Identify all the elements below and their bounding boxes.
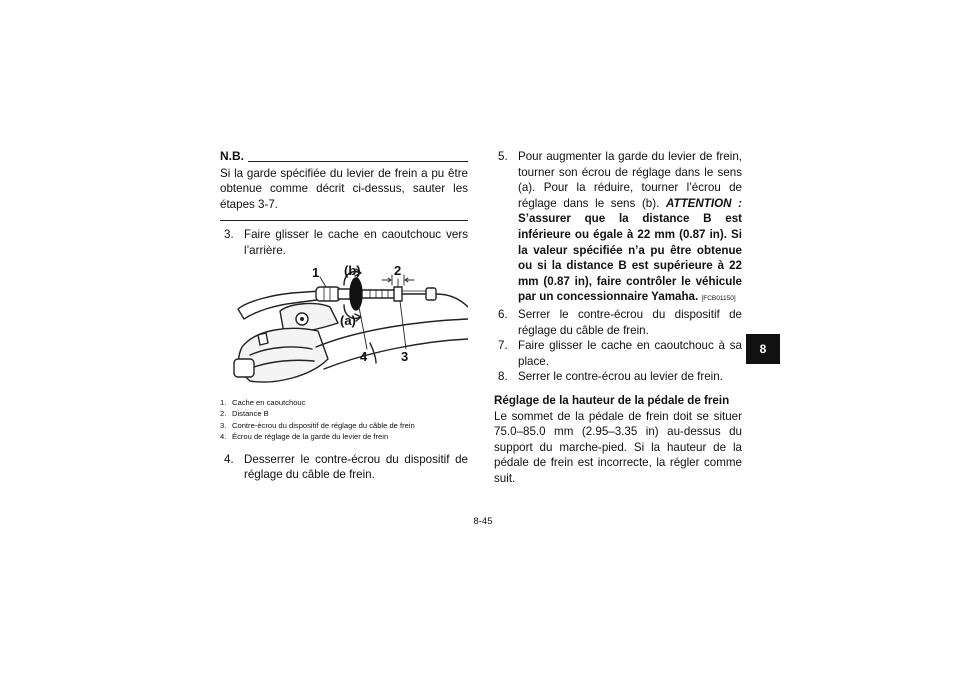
figure-captions <box>220 397 468 443</box>
chapter-tab: 8 <box>746 334 780 364</box>
step-7 <box>494 338 742 369</box>
page-number: 8-45 <box>473 516 493 527</box>
note-heading <box>220 149 468 165</box>
callout-3: 3 <box>401 348 409 364</box>
attention-text: S’assurer que la distance B est inférieure ou égale à 22 mm (0.87 in). Si la valeur spécifiée n’a pu être obtenue ou si la distance B est supérieure à 22 mm (0.87 in), faire contrôler le véhicule par un concessionnaire Yamaha. <box>518 212 742 304</box>
attention-label: ATTENTION : <box>666 196 742 210</box>
step-5 <box>494 149 742 307</box>
caption-item <box>220 431 468 443</box>
callout-a: (a) <box>340 312 356 328</box>
caption-text: Distance B <box>232 409 269 419</box>
caption-number: 3. <box>220 420 227 430</box>
callout-b: (b) <box>344 262 361 278</box>
callout-4: 4 <box>360 348 368 364</box>
step-6 <box>494 307 742 338</box>
step-number: 5. <box>498 150 508 163</box>
caption-item <box>220 408 468 420</box>
section-paragraph: Le sommet de la pédale de frein doit se situer 75.0–85.0 mm (2.95–3.35 in) au-dessus du support du marche-pied. Si la hauteur de la pédale de frein est incorrecte, la régler comme suit. <box>494 409 742 485</box>
step-5-text: Pour augmenter la garde du levier de frein, tourner son écrou de réglage dans le sens (a). Pour la réduire, tourner l’écrou de réglage dans le sens (b). <box>518 150 742 210</box>
caption-number: 2. <box>220 409 227 419</box>
step-text: Serrer le contre-écrou du dispositif de réglage du câble de frein. <box>518 307 742 337</box>
section-title: Réglage de la hauteur de la pédale de frein <box>494 393 730 407</box>
caption-item <box>220 397 468 409</box>
brake-lever-figure <box>220 263 468 395</box>
step-number: 3. <box>224 228 234 242</box>
brake-lever-illustration <box>220 263 468 395</box>
left-column <box>220 149 468 483</box>
step-number: 8. <box>498 370 508 384</box>
step-number: 7. <box>498 339 508 353</box>
caption-text: Contre-écrou du dispositif de réglage du câble de frein <box>232 420 415 430</box>
callout-1: 1 <box>312 264 320 280</box>
step-text: Faire glisser le cache en caoutchouc à sa place. <box>518 339 742 368</box>
caption-text: Écrou de réglage de la garde du levier de frein <box>232 432 389 442</box>
step-number: 6. <box>498 307 508 321</box>
step-3 <box>220 227 468 258</box>
caption-item <box>220 420 468 432</box>
note-heading-rule <box>248 161 468 162</box>
attention-code: [FCB01150] <box>701 295 736 303</box>
note-heading-label: N.B. <box>220 149 244 163</box>
step-4 <box>220 452 468 483</box>
step-text: Desserrer le contre-écrou du dispositif de réglage du câble de frein. <box>244 452 468 482</box>
note-end-rule <box>220 220 468 221</box>
note-text: Si la garde spécifiée du levier de frein a pu être obtenue comme décrit ci-dessus, sauter les étapes 3-7. <box>220 166 468 211</box>
caption-number: 4. <box>220 432 227 442</box>
step-number: 4. <box>224 452 234 466</box>
step-text: Serrer le contre-écrou au levier de frein. <box>518 370 723 384</box>
caption-number: 1. <box>220 397 227 407</box>
step-8 <box>494 369 742 385</box>
step-text: Faire glisser le cache en caoutchouc vers l’arrière. <box>244 228 468 257</box>
callout-2: 2 <box>394 262 402 278</box>
caption-text: Cache en caoutchouc <box>232 397 306 407</box>
right-column <box>494 149 742 486</box>
step-text <box>518 149 742 307</box>
